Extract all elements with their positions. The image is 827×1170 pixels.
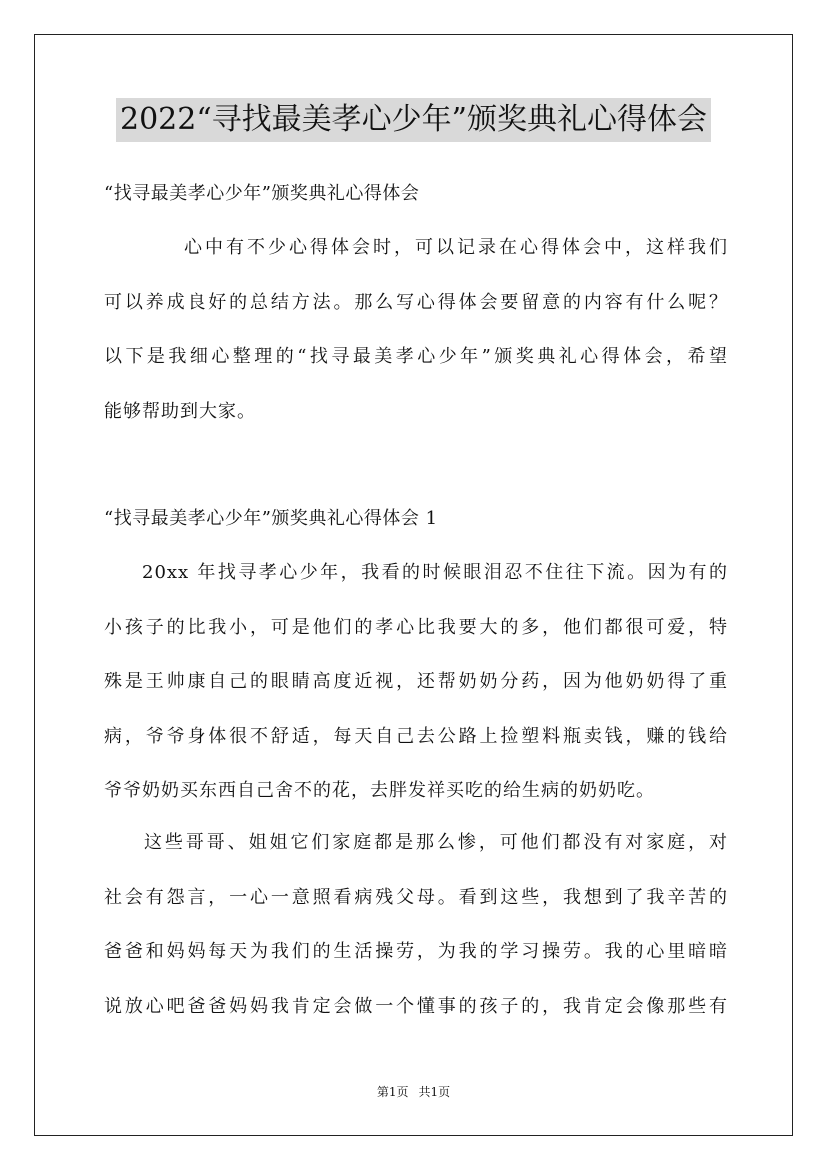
paragraph-2-line: 这些哥哥、姐姐它们家庭都是那么惨，可他们都没有对家庭，对 [144,832,728,853]
page-current: 第1页 [376,1085,409,1099]
intro-line: 以下是我细心整理的“找寻最美孝心少年”颁奖典礼心得体会，希望 [104,346,728,367]
document-title: 2022“寻找最美孝心少年”颁奖典礼心得体会 [116,98,711,142]
paragraph-2-line: 说放心吧爸爸妈妈我肯定会做一个懂事的孩子的，我肯定会像那些有 [104,995,728,1017]
title-wrap [0,98,827,142]
paragraph-2 [104,816,728,1034]
paragraph-1 [104,546,728,819]
paragraph-1-line: 小孩子的比我小，可是他们的孝心比我要大的多，他们都很可爱，特 [104,616,728,638]
paragraph-1-line: 病，爷爷身体很不舒适，每天自己去公路上捡塑料瓶卖钱，赚的钱给 [104,725,728,747]
paragraph-2-line: 社会有怨言，一心一意照看病残父母。看到这些，我想到了我辛苦的 [104,886,728,908]
page-total: 共1页 [418,1085,451,1099]
paragraph-1-line: 20xx 年找寻孝心少年，我看的时候眼泪忍不住往下流。因为有的 [142,562,728,583]
paragraph-1-line: 爷爷奶奶买东西自己舍不的花，去胖发祥买吃的给生病的奶奶吃。 [104,780,655,801]
intro-line: 可以养成良好的总结方法。那么写心得体会要留意的内容有什么呢？ [104,291,728,313]
paragraph-1-line: 殊是王帅康自己的眼睛高度近视，还帮奶奶分药，因为他奶奶得了重 [104,671,728,692]
section-heading: “找寻最美孝心少年”颁奖典礼心得体会 1 [104,508,438,529]
page-footer [0,1083,827,1101]
paragraph-2-line: 爸爸和妈妈每天为我们的生活操劳，为我的学习操劳。我的心里暗暗 [104,941,728,962]
intro-line: 能够帮助到大家。 [104,400,256,422]
intro-paragraph [104,221,728,439]
document-subtitle: “找寻最美孝心少年”颁奖典礼心得体会 [104,183,420,204]
intro-line: 心中有不少心得体会时，可以记录在心得体会中，这样我们 [184,237,728,258]
